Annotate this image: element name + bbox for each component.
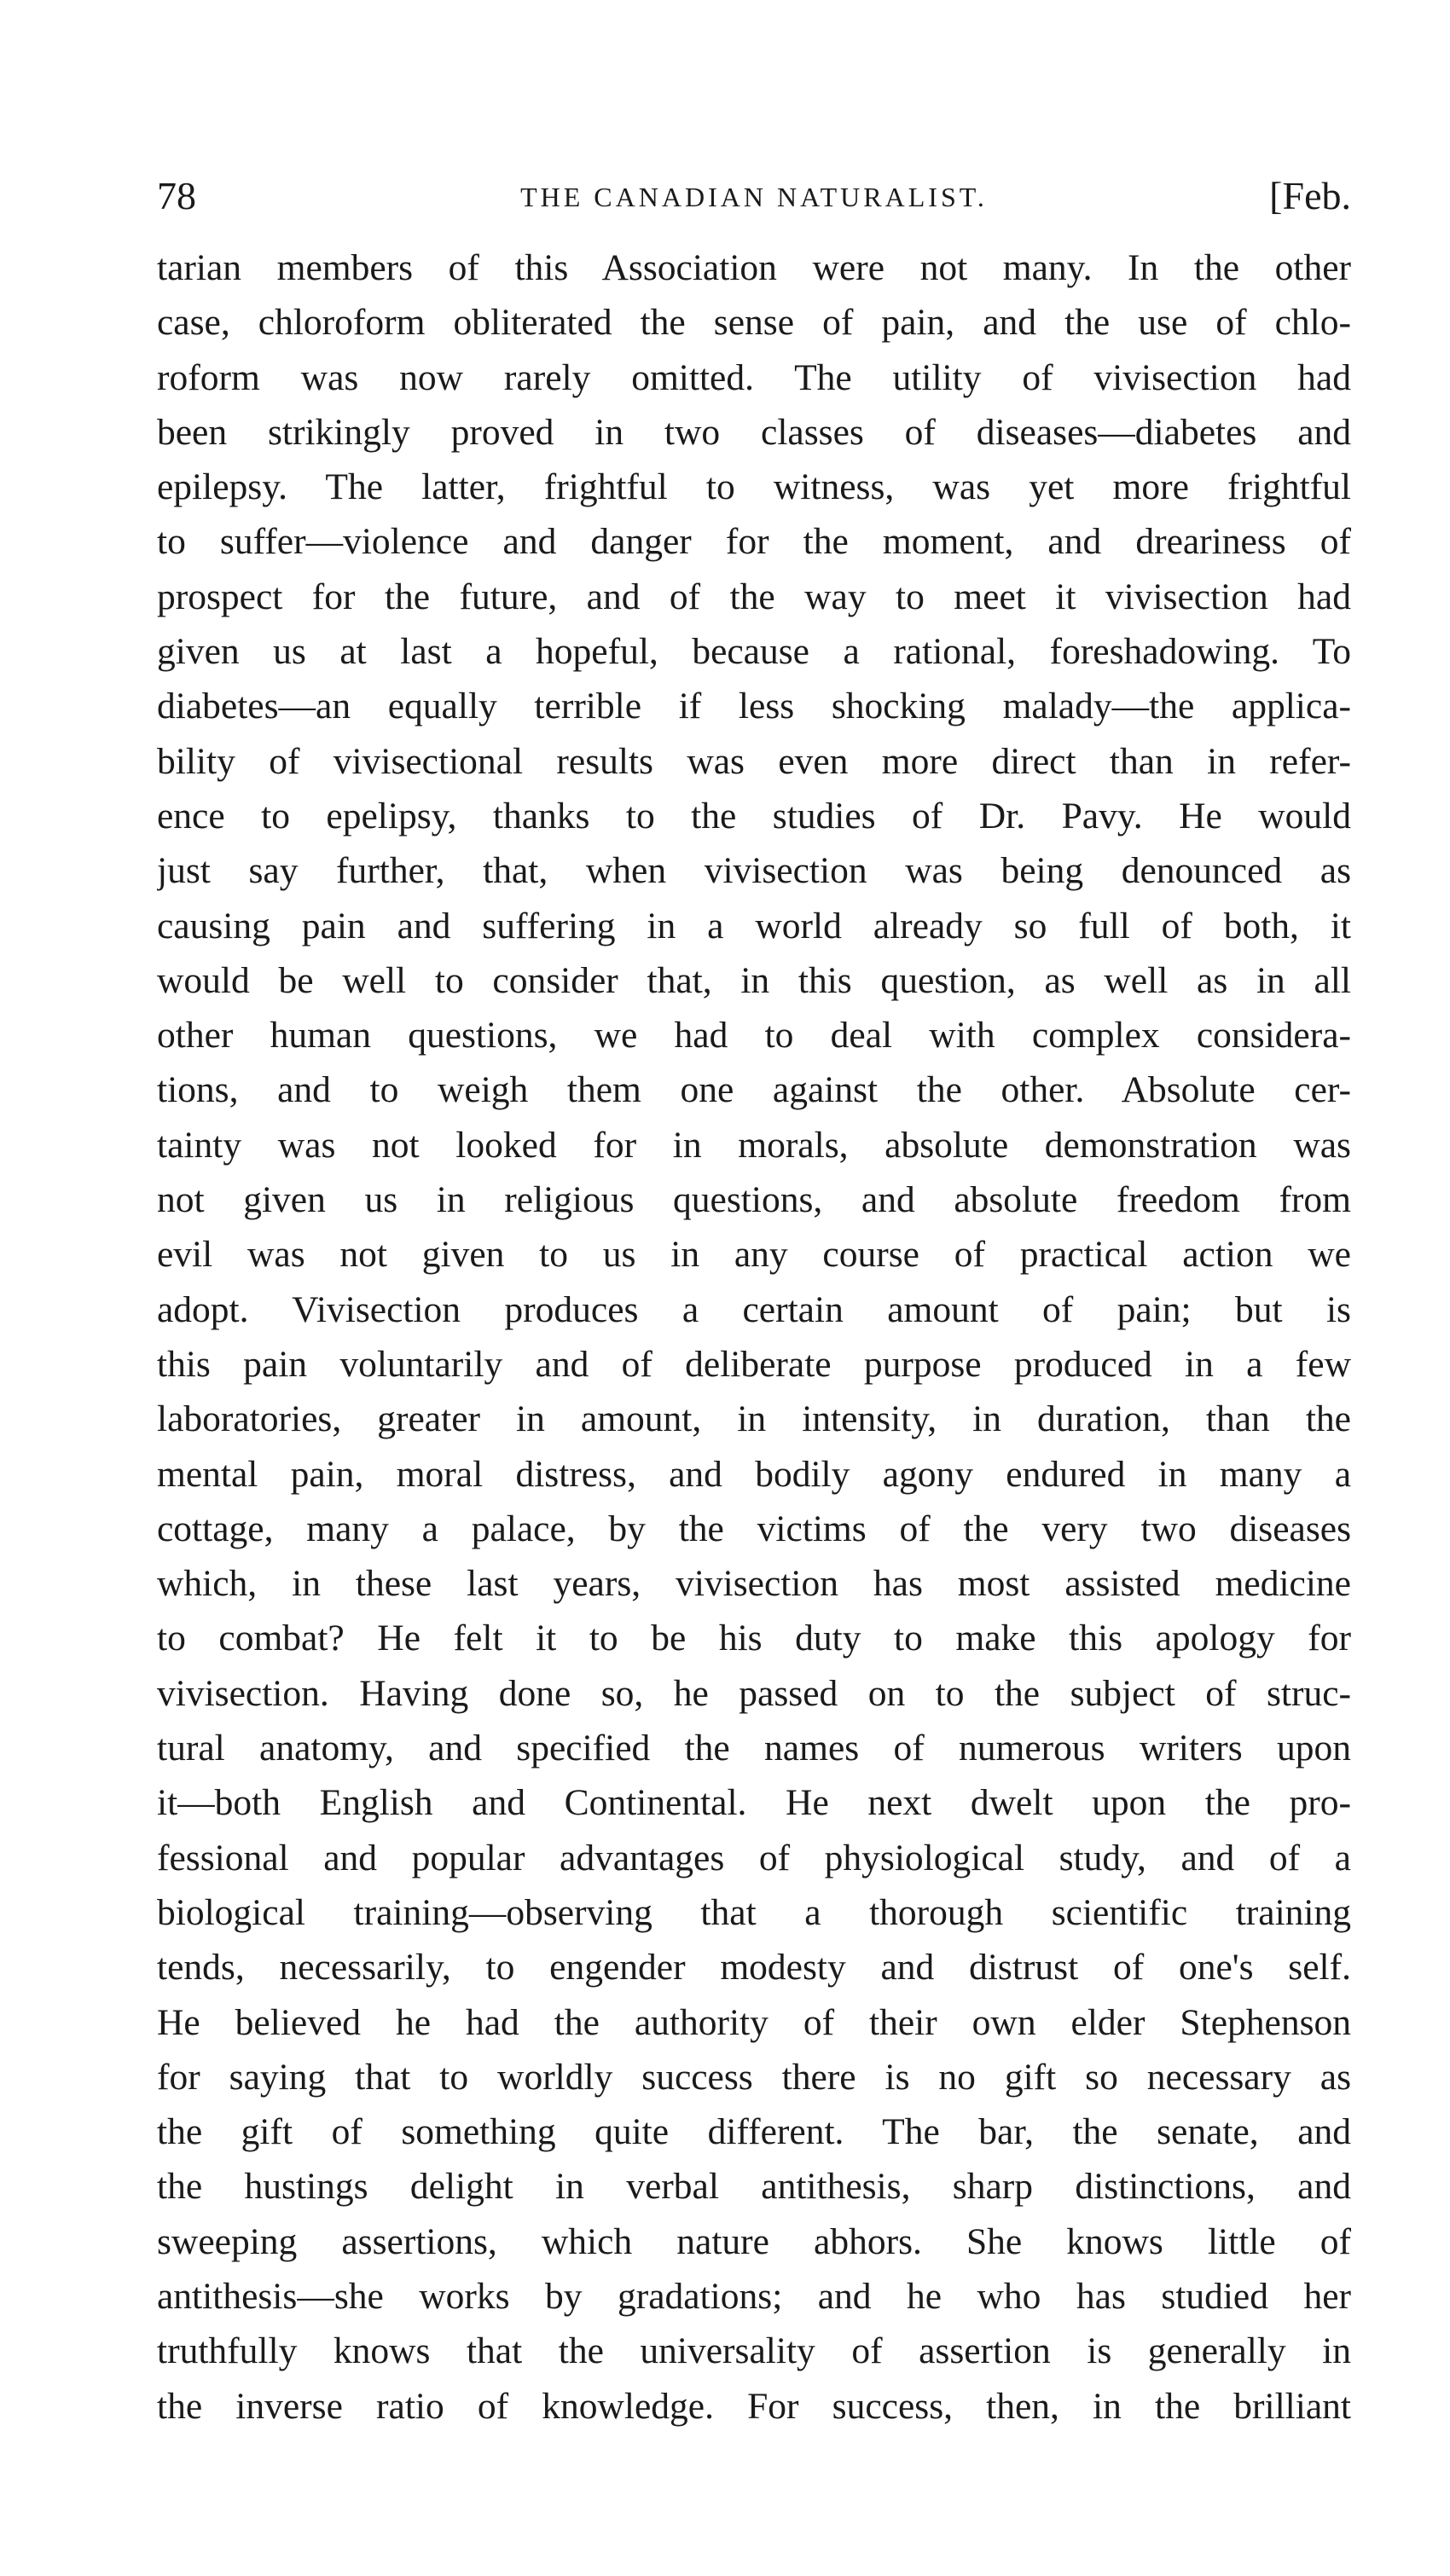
text-line: laboratories, greater in amount, in intensity, in duration, than the — [157, 1398, 1351, 1440]
text-line: prospect for the future, and of the way to meet it vivisection had — [157, 576, 1351, 617]
text-line: epilepsy. The latter, frightful to witness, was yet more frightful — [157, 466, 1351, 508]
text-line: this pain voluntarily and of deliberate purpose produced in a few — [157, 1343, 1351, 1385]
text-line: tions, and to weigh them one against the other. Absolute cer- — [157, 1069, 1351, 1111]
text-line: He believed he had the authority of their own elder Stephenson — [157, 2001, 1351, 2043]
text-line: the hustings delight in verbal antithesis, sharp distinctions, and — [157, 2166, 1351, 2208]
text-line: diabetes—an equally terrible if less shocking malady—the applica- — [157, 686, 1351, 727]
text-line: tarian members of this Association were not many. In the other — [157, 247, 1351, 288]
text-line: case, chloroform obliterated the sense of pain, and the use of chlo- — [157, 302, 1351, 344]
text-line: roform was now rarely omitted. The utility of vivisection had — [157, 356, 1351, 398]
text-line: ence to epelipsy, thanks to the studies of Dr. Pavy. He would — [157, 795, 1351, 836]
text-line: to suffer—violence and danger for the moment, and dreariness of — [157, 521, 1351, 563]
text-line: just say further, that, when vivisection was being denounced as — [157, 850, 1351, 892]
text-line: the inverse ratio of knowledge. For success, then, in the brilliant — [157, 2385, 1351, 2427]
text-line: biological training—observing that a thorough scientific training — [157, 1891, 1351, 1933]
text-line: fessional and popular advantages of physiological study, and of a — [157, 1837, 1351, 1878]
body-paragraph — [157, 240, 1351, 2434]
text-line: vivisection. Having done so, he passed on to the subject of struc- — [157, 1672, 1351, 1714]
text-line: for saying that to worldly success there is no gift so necessary as — [157, 2056, 1351, 2098]
text-line: bility of vivisectional results was even more direct than in refer- — [157, 740, 1351, 782]
text-line: tainty was not looked for in morals, absolute demonstration was — [157, 1124, 1351, 1166]
page-number: 78 — [157, 174, 196, 217]
text-line: which, in these last years, vivisection has most assisted medicine — [157, 1563, 1351, 1605]
text-line: the gift of something quite different. The bar, the senate, and — [157, 2111, 1351, 2153]
text-line: sweeping assertions, which nature abhors. She knows little of — [157, 2220, 1351, 2262]
text-line: tural anatomy, and specified the names of numerous writers upon — [157, 1728, 1351, 1769]
text-line: given us at last a hopeful, because a rational, foreshadowing. To — [157, 631, 1351, 673]
text-line: antithesis—she works by gradations; and he who has studied her — [157, 2275, 1351, 2317]
text-line: adopt. Vivisection produces a certain amount of pain; but is — [157, 1288, 1351, 1330]
text-line: evil was not given to us in any course of practical action we — [157, 1234, 1351, 1276]
issue-month: [Feb. — [1269, 174, 1351, 217]
journal-title: THE CANADIAN NATURALIST. — [520, 182, 988, 212]
text-line: cottage, many a palace, by the victims of the very two diseases — [157, 1508, 1351, 1549]
running-header — [157, 171, 1351, 230]
text-line: not given us in religious questions, and absolute freedom from — [157, 1179, 1351, 1221]
text-line: truthfully knows that the universality of assertion is generally in — [157, 2330, 1351, 2372]
text-line: mental pain, moral distress, and bodily agony endured in many a — [157, 1453, 1351, 1495]
text-line: tends, necessarily, to engender modesty and distrust of one's self. — [157, 1947, 1351, 1988]
text-line: it—both English and Continental. He next dwelt upon the pro- — [157, 1782, 1351, 1824]
text-line: would be well to consider that, in this question, as well as in all — [157, 959, 1351, 1001]
text-line: causing pain and suffering in a world already so full of both, it — [157, 905, 1351, 946]
text-line: to combat? He felt it to be his duty to make this apology for — [157, 1618, 1351, 1659]
text-line: other human questions, we had to deal with complex considera- — [157, 1015, 1351, 1056]
text-line: been strikingly proved in two classes of diseases—diabetes and — [157, 411, 1351, 453]
